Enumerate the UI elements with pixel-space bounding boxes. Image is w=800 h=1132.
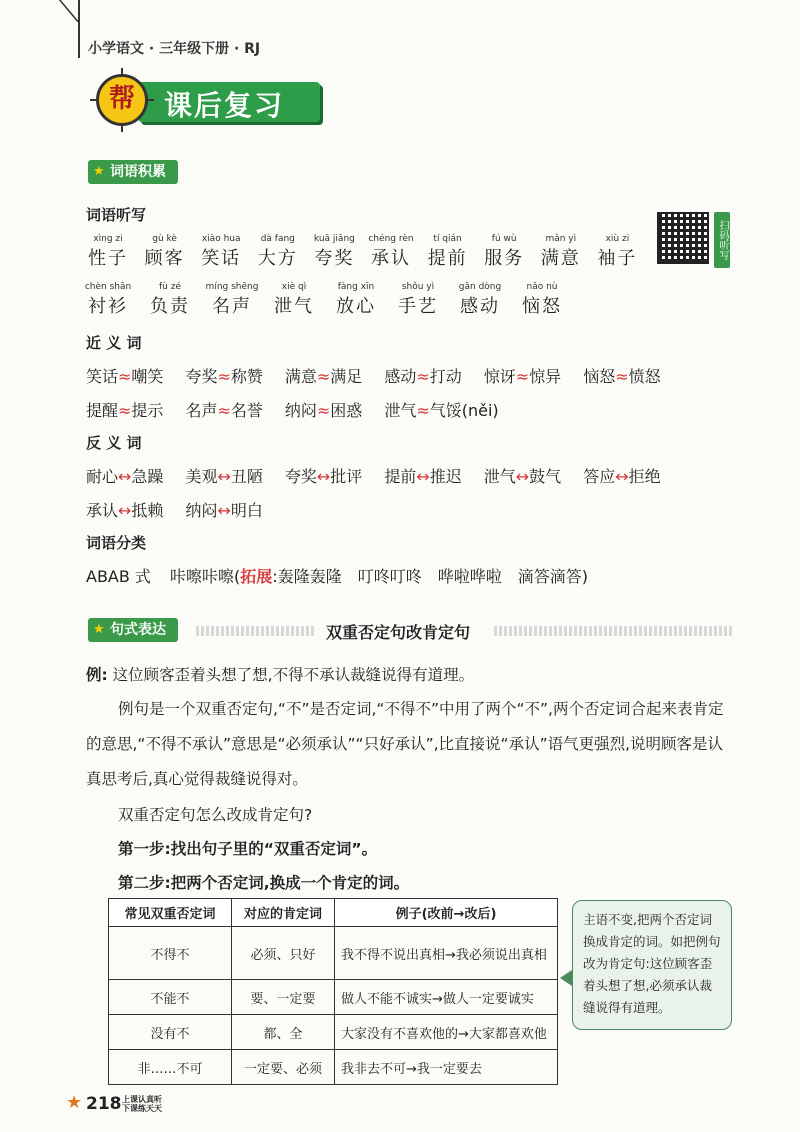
table-cell: 要、一定要 [232, 980, 335, 1015]
pair-word: 嘲笑 [131, 367, 164, 386]
pair-word: 纳闷 [185, 501, 218, 520]
synonym-symbol: ≈ [217, 401, 231, 420]
dictation-word [78, 282, 138, 318]
dictation-word [450, 282, 510, 318]
pair-word: 提醒 [86, 401, 119, 420]
word-hanzi: 满意 [540, 248, 581, 269]
word-hanzi: 夸奖 [314, 248, 355, 269]
star-icon: ★ [93, 164, 105, 179]
classify-text-2: :轰隆轰隆 叮咚叮咚 哗啦哗啦 滴答滴答) [272, 567, 588, 586]
banner-title: 课后复习 [164, 89, 285, 122]
pair-word: 抵赖 [131, 501, 164, 520]
table-row [109, 1015, 558, 1050]
classify-row [86, 564, 588, 587]
dictation-word [248, 234, 308, 270]
antonym-pair [285, 467, 362, 486]
word-pinyin: míng shēng [205, 282, 259, 292]
dictation-word [140, 282, 200, 318]
synonym-pair [86, 401, 163, 420]
word-hanzi: 承认 [371, 248, 411, 269]
pair-word: 名声 [185, 401, 218, 420]
pair-word: 泄气 [384, 401, 417, 420]
synonym-pair [285, 367, 362, 386]
pair-word: 纳闷 [284, 401, 317, 420]
word-pinyin: kuā jiǎng [313, 234, 355, 244]
antonym-pair [86, 501, 163, 520]
synonym-symbol: ≈ [316, 401, 331, 420]
question-text: 双重否定句怎么改成肯定句? [118, 806, 313, 824]
antonym-symbol: ↔ [515, 467, 530, 486]
antonyms-row-1 [86, 464, 683, 487]
antonym-pair [185, 501, 262, 520]
synonym-symbol: ≈ [316, 367, 331, 386]
pair-word: 称赞 [230, 367, 263, 386]
word-hanzi: 恼怒 [522, 296, 562, 317]
word-pinyin: xiào hua [201, 234, 241, 244]
dictation-word [361, 234, 421, 270]
word-pinyin: shǒu yì [401, 282, 435, 292]
table-cell: 都、全 [232, 1015, 335, 1050]
pair-word: 美观 [185, 467, 218, 486]
antonyms-heading: 反 义 词 [86, 434, 142, 452]
table-cell: 我不得不说出真相→我必须说出真相 [335, 927, 558, 980]
classify-text-1: 咔嚓咔嚓( [170, 567, 241, 586]
word-hanzi: 性子 [88, 248, 128, 269]
classify-label: ABAB 式 [86, 567, 151, 586]
antonym-symbol: ↔ [316, 467, 331, 486]
table-cell: 不得不 [109, 927, 232, 980]
example-sentence [86, 658, 736, 693]
word-pinyin: fàng xīn [337, 282, 375, 292]
synonym-symbol: ≈ [515, 367, 530, 386]
synonym-pair [484, 367, 561, 386]
word-pinyin: tí qián [433, 234, 462, 244]
table-header-row [109, 899, 558, 927]
pair-word: 恼怒 [583, 367, 616, 386]
table-cell: 没有不 [109, 1015, 232, 1050]
antonym-symbol: ↔ [217, 501, 231, 520]
table-cell: 必须、只好 [232, 927, 335, 980]
antonym-pair [185, 467, 262, 486]
synonym-symbol: ≈ [217, 367, 231, 386]
tip-note: 主语不变,把两个否定词换成肯定的词。如把例句改为肯定句:这位顾客歪着头想了想,必须承认裁缝说得有道理。 [572, 900, 732, 1030]
classify-heading: 词语分类 [86, 534, 147, 552]
divider [494, 626, 734, 636]
section-title: 双重否定句改肯定句 [326, 623, 471, 642]
pair-word: 明白 [230, 501, 263, 520]
dictation-word [326, 282, 386, 318]
pair-word: 提示 [131, 401, 164, 420]
word-hanzi: 顾客 [144, 248, 185, 269]
page-slogan: 上课认真听 下课练天天 [122, 1095, 162, 1113]
negation-table [108, 898, 558, 1085]
antonym-symbol: ↔ [615, 467, 629, 486]
word-hanzi: 名声 [212, 296, 252, 317]
dictation-word [587, 234, 647, 270]
divider [196, 626, 316, 636]
word-pinyin: gù kè [152, 234, 177, 244]
pair-word: 满意 [284, 367, 317, 386]
synonym-pair [384, 401, 498, 420]
synonym-symbol: ≈ [118, 401, 132, 420]
dictation-heading: 词语听写 [86, 206, 147, 224]
book-title: 小学语文 · 三年级下册 · RJ [88, 41, 261, 57]
word-hanzi: 放心 [336, 296, 376, 317]
pair-word: 惊讶 [483, 367, 516, 386]
table-cell: 不能不 [109, 980, 232, 1015]
dictation-word [264, 282, 324, 318]
synonym-pair [285, 401, 362, 420]
antonyms-row-2 [86, 498, 285, 521]
pair-word: 气馁(něi) [429, 401, 499, 420]
pair-word: 推迟 [429, 467, 462, 486]
table-header: 例子(改前→改后) [335, 899, 558, 927]
synonym-symbol: ≈ [416, 367, 430, 386]
word-hanzi: 大方 [257, 248, 298, 269]
word-pinyin: gǎn dòng [458, 282, 502, 292]
scan-dictation-label[interactable]: 扫码听写 [714, 212, 730, 268]
pair-word: 答应 [583, 467, 616, 486]
synonym-pair [583, 367, 660, 386]
word-hanzi: 提前 [427, 248, 468, 269]
example-text: 这位顾客歪着头想了想,不得不承认裁缝说得有道理。 [112, 666, 475, 684]
antonym-pair [384, 467, 461, 486]
pair-word: 拒绝 [628, 467, 661, 486]
star-icon: ★ [93, 622, 105, 637]
table-cell: 一定要、必须 [232, 1050, 335, 1085]
word-pinyin: dà fang [260, 234, 295, 244]
synonym-pair [185, 401, 262, 420]
review-banner [96, 74, 320, 130]
antonym-symbol: ↔ [118, 467, 132, 486]
pair-word: 困惑 [330, 401, 363, 420]
word-hanzi: 笑话 [201, 248, 242, 269]
word-pinyin: fù zé [159, 282, 181, 292]
pair-word: 惊异 [529, 367, 562, 386]
pair-word: 满足 [330, 367, 363, 386]
word-hanzi: 负责 [150, 296, 190, 317]
extension-label: 拓展 [240, 567, 273, 586]
section-tag-sentence: ★ 句式表达 [88, 618, 178, 642]
dictation-word [135, 234, 195, 270]
word-pinyin: chèn shān [84, 282, 132, 292]
word-hanzi: 手艺 [398, 296, 438, 317]
pair-word: 打动 [429, 367, 462, 386]
antonym-symbol: ↔ [118, 501, 132, 520]
table-row [109, 927, 558, 980]
antonym-symbol: ↔ [416, 467, 430, 486]
table-header: 对应的肯定词 [232, 899, 335, 927]
explanation-paragraph: 例句是一个双重否定句,“不”是否定词,“不得不”中用了两个“不”,两个否定词合起来表肯定的意思,“不得不承认”意思是“必须承认”“只好承认”,比直接说“承认”语气更强烈,说明顾客是认真思考后,真心觉得裁缝说得对。 [86, 700, 724, 788]
word-pinyin: nǎo nù [526, 282, 558, 292]
word-pinyin: mǎn yì [545, 234, 577, 244]
dictation-word [512, 282, 572, 318]
word-hanzi: 泄气 [274, 296, 314, 317]
synonym-symbol: ≈ [615, 367, 629, 386]
dictation-word [474, 234, 534, 270]
antonym-pair [86, 467, 163, 486]
help-badge: 帮 [96, 74, 148, 126]
pair-word: 笑话 [86, 367, 119, 386]
table-row [109, 1050, 558, 1085]
table-cell: 我非去不可→我一定要去 [335, 1050, 558, 1085]
pair-word: 丑陋 [230, 467, 263, 486]
synonym-pair [86, 367, 163, 386]
synonyms-row-1 [86, 364, 683, 387]
word-hanzi: 服务 [484, 248, 525, 269]
word-hanzi: 感动 [460, 296, 500, 317]
pair-word: 夸奖 [185, 367, 218, 386]
step-two: 第二步:把两个否定词,换成一个肯定的词。 [118, 874, 410, 892]
antonym-pair [583, 467, 660, 486]
table-cell: 非……不可 [109, 1050, 232, 1085]
synonym-symbol: ≈ [118, 367, 132, 386]
pair-word: 泄气 [483, 467, 516, 486]
antonym-pair [484, 467, 561, 486]
word-pinyin: xìng zi [93, 234, 123, 244]
synonyms-row-2 [86, 398, 521, 421]
pair-word: 鼓气 [529, 467, 562, 486]
table-cell: 做人不能不诚实→做人一定要诚实 [335, 980, 558, 1015]
dictation-word [304, 234, 364, 270]
corner-decoration [60, 0, 80, 58]
qr-code-icon[interactable] [657, 212, 709, 264]
word-pinyin: xiè qì [281, 282, 307, 292]
pair-word: 愤怒 [628, 367, 661, 386]
word-pinyin: fú wù [491, 234, 517, 244]
synonym-pair [185, 367, 262, 386]
antonym-symbol: ↔ [217, 467, 231, 486]
step-one: 第一步:找出句子里的“双重否定词”。 [118, 840, 378, 858]
dictation-word [388, 282, 448, 318]
dictation-word [191, 234, 251, 270]
table-header: 常见双重否定词 [109, 899, 232, 927]
word-hanzi: 衬衫 [88, 296, 128, 317]
dictation-word [531, 234, 591, 270]
word-pinyin: xiù zi [605, 234, 630, 244]
pair-word: 批评 [330, 467, 363, 486]
table-row [109, 980, 558, 1015]
synonym-symbol: ≈ [416, 401, 430, 420]
synonym-pair [384, 367, 461, 386]
dictation-word [78, 234, 138, 270]
pair-word: 夸奖 [284, 467, 317, 486]
dictation-word [202, 282, 262, 318]
pair-word: 提前 [384, 467, 417, 486]
word-hanzi: 袖子 [597, 248, 638, 269]
pair-word: 承认 [86, 501, 119, 520]
synonyms-heading: 近 义 词 [86, 334, 142, 352]
pair-word: 耐心 [86, 467, 119, 486]
section-tag-vocab: ★ 词语积累 [88, 160, 178, 184]
pair-word: 感动 [384, 367, 417, 386]
dictation-word [418, 234, 478, 270]
pair-word: 急躁 [131, 467, 164, 486]
word-pinyin: chéng rèn [368, 234, 414, 244]
note-pointer [560, 970, 572, 986]
table-cell: 大家没有不喜欢他的→大家都喜欢他 [335, 1015, 558, 1050]
mascot-icon: ★ [66, 1092, 83, 1113]
page-number: 218 [86, 1094, 122, 1114]
example-label: 例: [86, 666, 108, 684]
pair-word: 名誉 [230, 401, 263, 420]
